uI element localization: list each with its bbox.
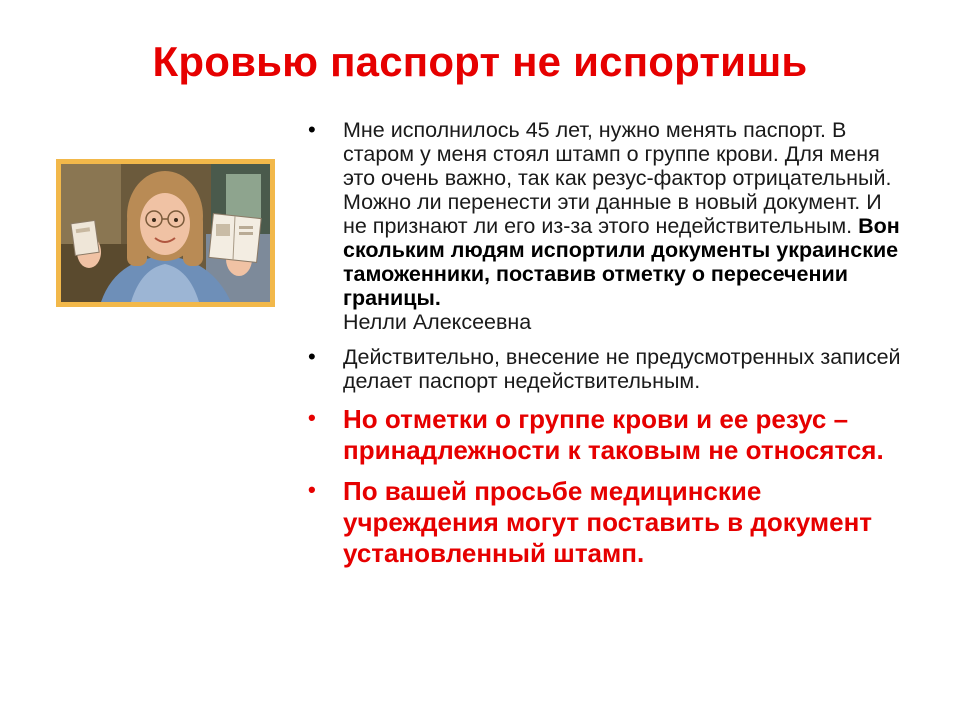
- bullet-answer-2: [300, 404, 910, 466]
- bullet-dot-icon: •: [308, 117, 316, 142]
- question-bold-text: Вон скольким людям испортили документы украинские таможенники, поставив отметку о пересечении границы.: [343, 214, 900, 310]
- question-author: Нелли Алексеевна: [343, 310, 532, 334]
- question-text: Мне исполнилось 45 лет, нужно менять паспорт. В старом у меня стоял штамп о группе крови. Для меня это очень важно, так как резус-фактор отрицательный. Можно ли перенести эти данные в новый документ. И не признают ли его из-за этого недействительным.: [343, 118, 892, 238]
- bullet-list: [300, 118, 910, 579]
- bullet-dot-icon: •: [308, 405, 316, 430]
- answer-2-text: Но отметки о группе крови и ее резус – принадлежности к таковым не относятся.: [343, 404, 884, 465]
- photo-frame: [56, 159, 275, 307]
- bullet-dot-icon: •: [308, 477, 316, 502]
- bullet-answer-1: [300, 345, 910, 393]
- bullet-dot-icon: •: [308, 344, 316, 369]
- slide-title: Кровью паспорт не испортишь: [152, 38, 808, 85]
- bullet-question: [300, 118, 910, 334]
- woman-holding-passports-photo: [61, 164, 270, 302]
- answer-1-text: Действительно, внесение не предусмотренных записей делает паспорт недействительным.: [343, 345, 901, 393]
- answer-3-text: По вашей просьбе медицинские учреждения могут поставить в документ установленный штамп.: [343, 476, 873, 568]
- bullet-answer-3: [300, 476, 910, 569]
